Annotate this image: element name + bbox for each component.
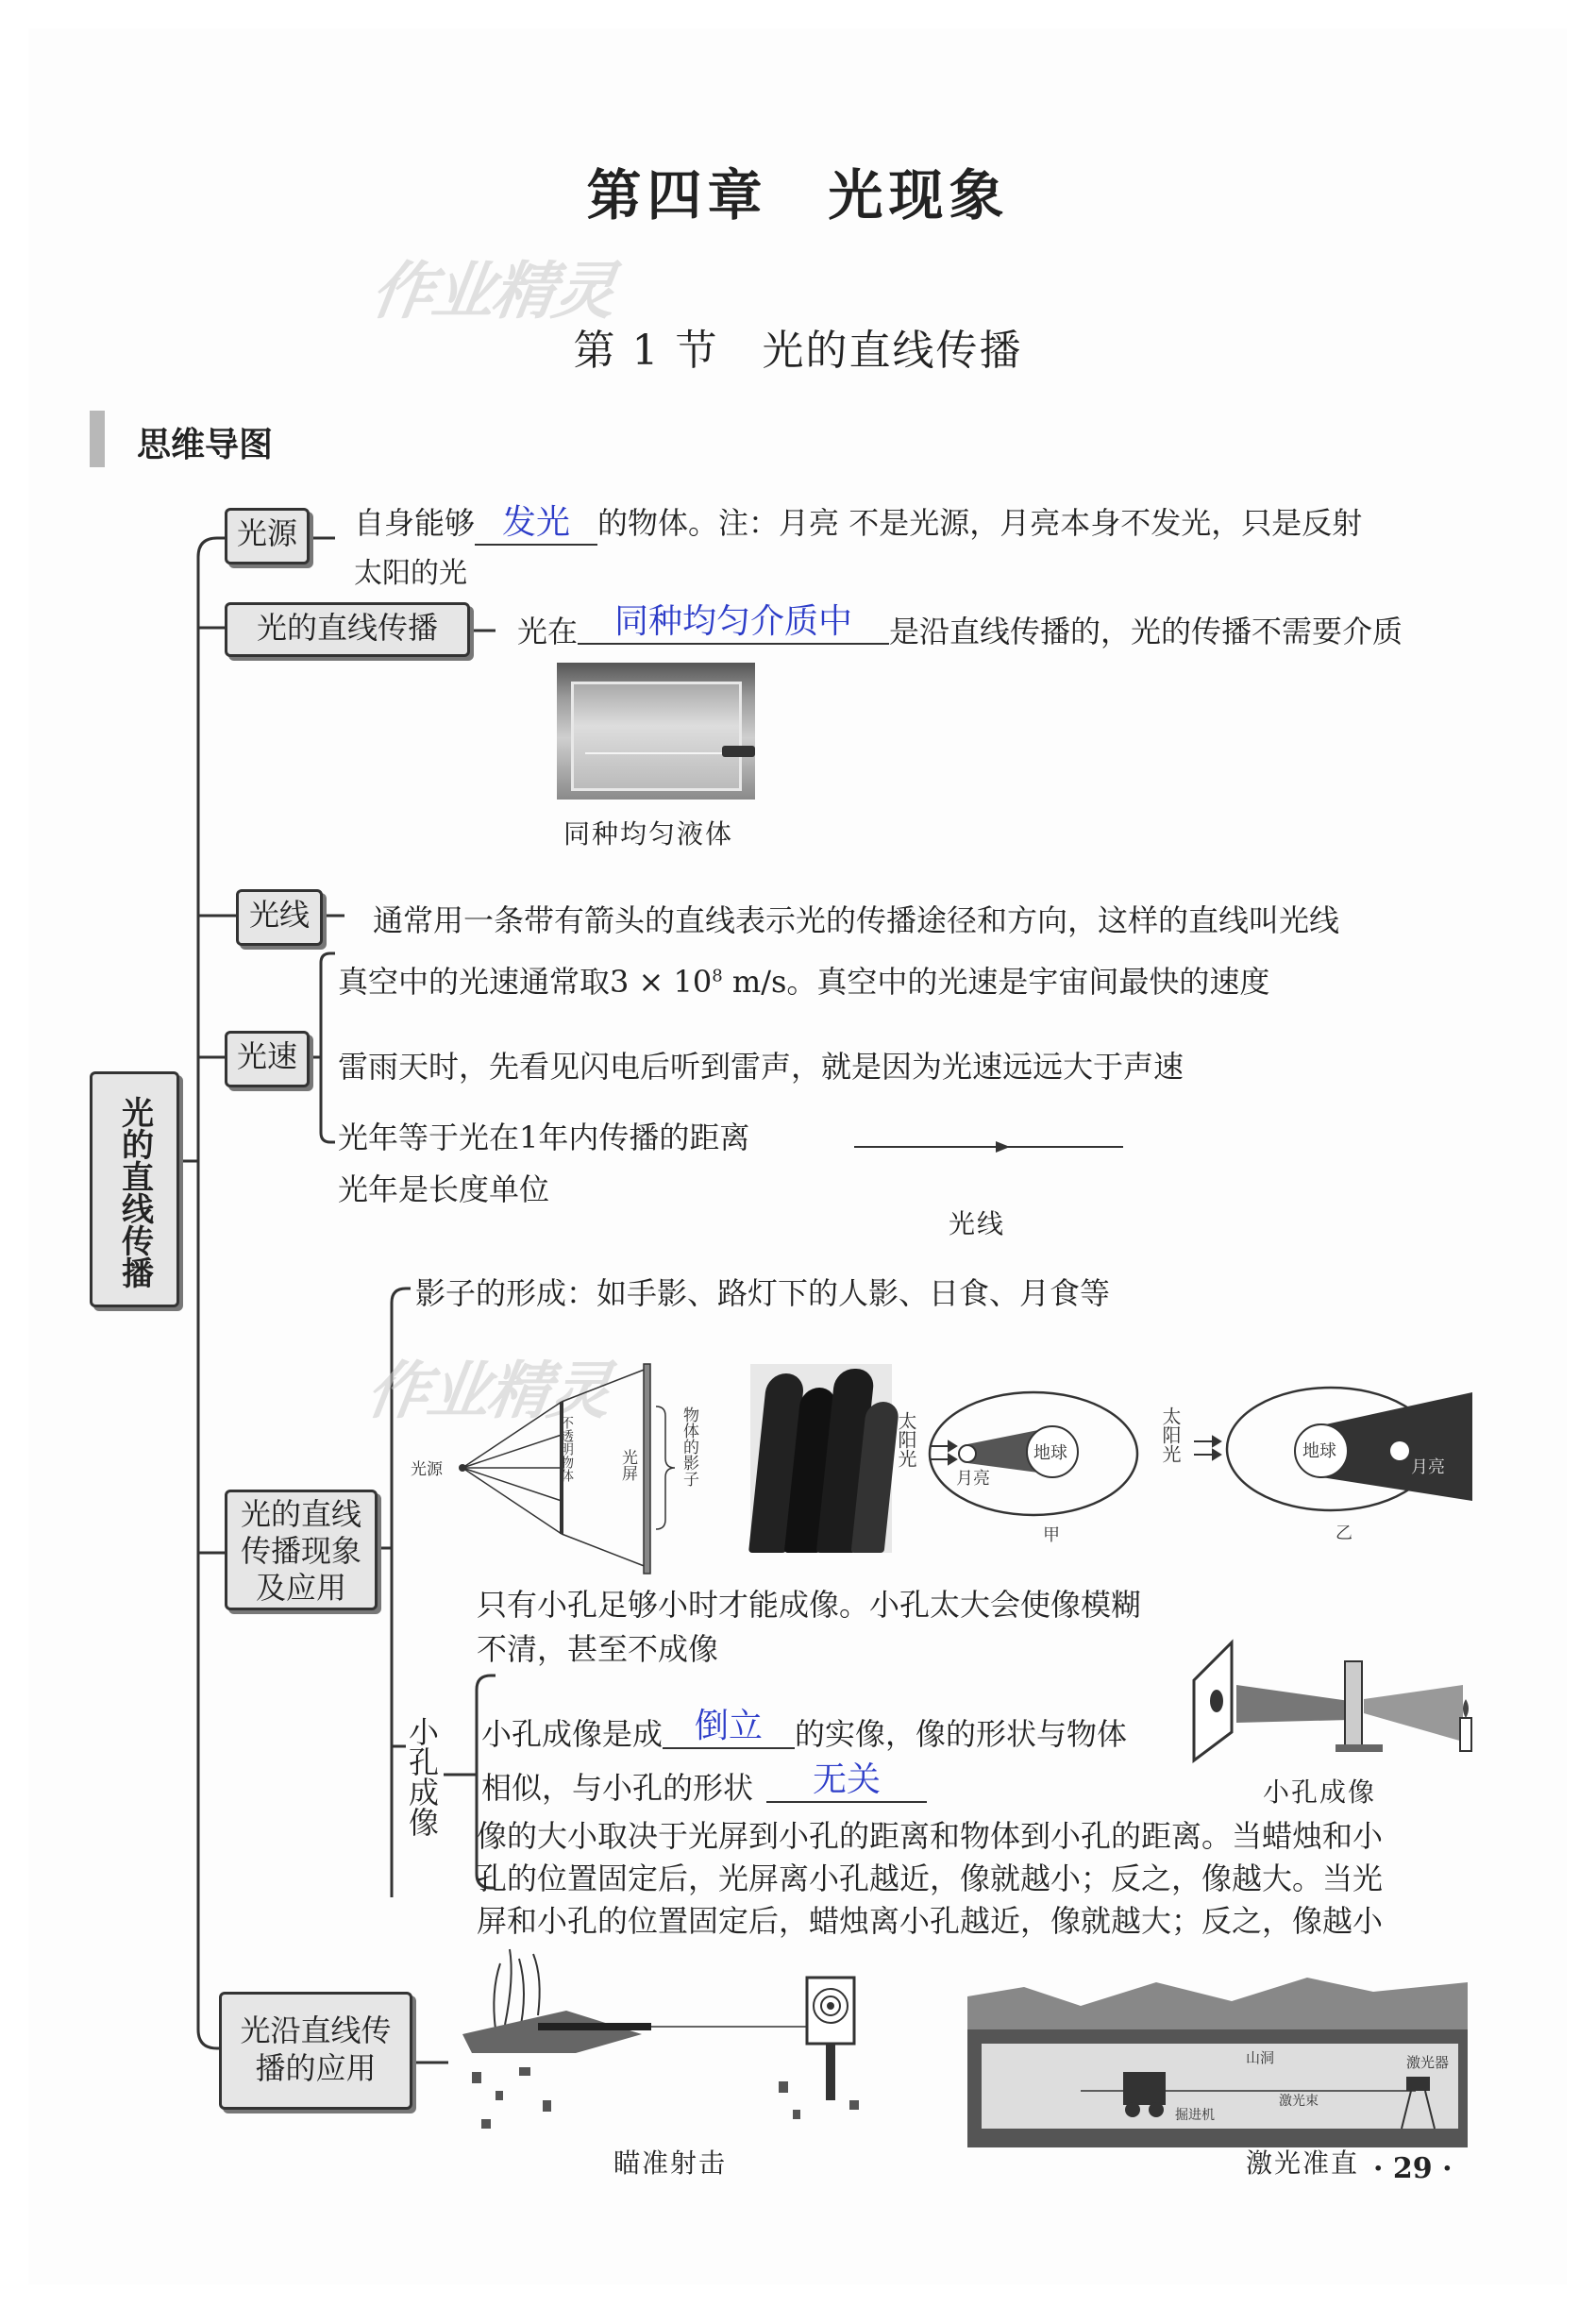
solar-eclipse-diagram [895,1388,1156,1548]
straight-prop-answer: 同种均匀介质中 [614,602,853,641]
straight-prop-blank [578,595,889,645]
node-straight-propagation-label: 光的直线传播 [256,610,438,646]
light-source-post: 的物体。注：月亮 不是光源，月亮本身不发光，只是反射 [597,505,1363,541]
light-ray-caption: 光线 [949,1208,1006,1239]
light-source-pre: 自身能够 [354,505,476,541]
section-title: 第 1 节 光的直线传播 [573,327,1023,375]
lunar-eclipse-diagram [1159,1383,1477,1548]
page-number: · 29 · [1373,2152,1453,2185]
sun-label-1: 太阳光 [895,1411,917,1468]
pinhole-caption: 小孔成像 [1263,1777,1377,1808]
laser-alignment-illustration [967,1959,1468,2147]
moon-label-2: 月亮 [1411,1457,1445,1477]
label-yi: 乙 [1336,1524,1352,1543]
light-ray-definition: 通常用一条带有箭头的直线表示光的传播途径和方向，这样的直线叫光线 [373,902,1340,938]
pinhole2-pre: 相似，与小孔的形状 [481,1770,754,1806]
root-node [90,1071,179,1307]
pinhole-blank-1 [663,1699,795,1749]
node-applications [219,1992,412,2110]
node-light-ray [236,889,323,946]
node-straight-propagation [225,602,470,657]
light-source-answer: 发光 [502,503,571,542]
tbm-label: 掘进机 [1175,2108,1215,2123]
shadow-formation-text: 影子的形成：如手影、路灯下的人影、日食、月食等 [415,1275,1111,1311]
label-jia: 甲 [1043,1525,1060,1545]
sun-label-2: 太阳光 [1159,1406,1182,1463]
light-ray-arrow [854,1137,1128,1156]
earth-label-1: 地球 [1033,1443,1067,1463]
watermark: 作业精灵 [366,255,619,328]
light-speed-line3: 光年等于光在1年内传播的距离 [338,1120,750,1155]
fig-opaque-label: 不透明物体 [559,1416,574,1482]
node-phenomena [225,1490,378,1610]
light-speed-line4: 光年是长度单位 [338,1171,550,1207]
laser-beam-label: 激光束 [1279,2094,1319,2109]
light-speed-line1-a: 真空中的光速通常取3 × 10 [338,964,713,1000]
node-applications-label: 光沿直线传播的应用 [240,2012,392,2086]
people-shadow-photo [750,1364,892,1553]
root-label: 光的直线传播 [115,1096,154,1288]
node-light-source-label: 光源 [237,515,298,551]
straight-prop-post: 是沿直线传播的，光的传播不需要介质 [889,614,1403,649]
shadow-diagram [406,1359,717,1576]
light-source-blank [475,496,597,546]
pinhole-post: 的实像，像的形状与物体 [795,1716,1128,1752]
mindmap-header-text: 思维导图 [137,426,274,464]
straight-prop-line [517,604,1403,654]
chapter-title: 第四章 光现象 [586,163,1010,227]
pinhole-note-1: 只有小孔足够小时才能成像。小孔太大会使像模糊 [477,1587,1142,1623]
straight-prop-pre: 光在 [517,614,579,649]
tunnel-label: 山洞 [1246,2049,1275,2066]
node-light-speed [225,1031,310,1087]
light-speed-line1 [338,958,1269,1002]
pinhole-blank-2 [766,1753,927,1803]
laser-device-label: 激光器 [1406,2054,1450,2071]
pinhole-size-line1: 像的大小取决于光屏到小孔的距离和物体到小孔的距离。当蜡烛和小 [477,1818,1384,1854]
node-light-speed-label: 光速 [237,1038,298,1074]
pinhole-size-line2: 孔的位置固定后，光屏离小孔越近，像就越小；反之，像越大。当光 [477,1861,1384,1896]
liquid-tank-photo [557,663,755,800]
pinhole-line2 [481,1760,927,1810]
light-speed-line1-b: m/s。真空中的光速是宇宙间最快的速度 [722,964,1270,1000]
light-source-line2: 太阳的光 [354,557,467,590]
pinhole-answer-2: 无关 [813,1760,882,1799]
node-light-source [225,508,310,564]
liquid-caption: 同种均匀液体 [563,818,734,850]
aim-caption: 瞄准射击 [613,2147,728,2179]
watermark-2: 作业精灵 [361,1355,614,1427]
laser-caption: 激光准直 [1246,2147,1360,2179]
pinhole-vertical-label: 小孔成像 [404,1716,440,1837]
pinhole-size-line3: 屏和小孔的位置固定后，蜡烛离小孔越近，像就越大；反之，像越小 [477,1903,1384,1939]
pinhole-answer-1: 倒立 [695,1707,764,1745]
pinhole-note-2: 不清，甚至不成像 [477,1631,719,1667]
fig-screen-label: 光屏 [618,1449,637,1481]
light-source-line1 [354,496,1362,546]
node-light-ray-label: 光线 [248,897,310,933]
light-speed-exponent: 8 [712,966,723,986]
pinhole-pre: 小孔成像是成 [481,1716,664,1752]
pinhole-camera-diagram [1184,1642,1487,1765]
fig-shadow-label: 物体的影子 [680,1406,698,1487]
light-speed-line2: 雷雨天时，先看见闪电后听到雷声，就是因为光速远远大于声速 [338,1049,1184,1085]
moon-label-1: 月亮 [956,1469,990,1489]
aiming-shooting-illustration [453,1940,868,2143]
earth-label-2: 地球 [1302,1441,1336,1461]
pinhole-line1 [481,1707,1127,1757]
fig-source-label: 光源 [411,1460,443,1479]
node-phenomena-label: 光的直线传播现象及应用 [240,1496,361,1606]
